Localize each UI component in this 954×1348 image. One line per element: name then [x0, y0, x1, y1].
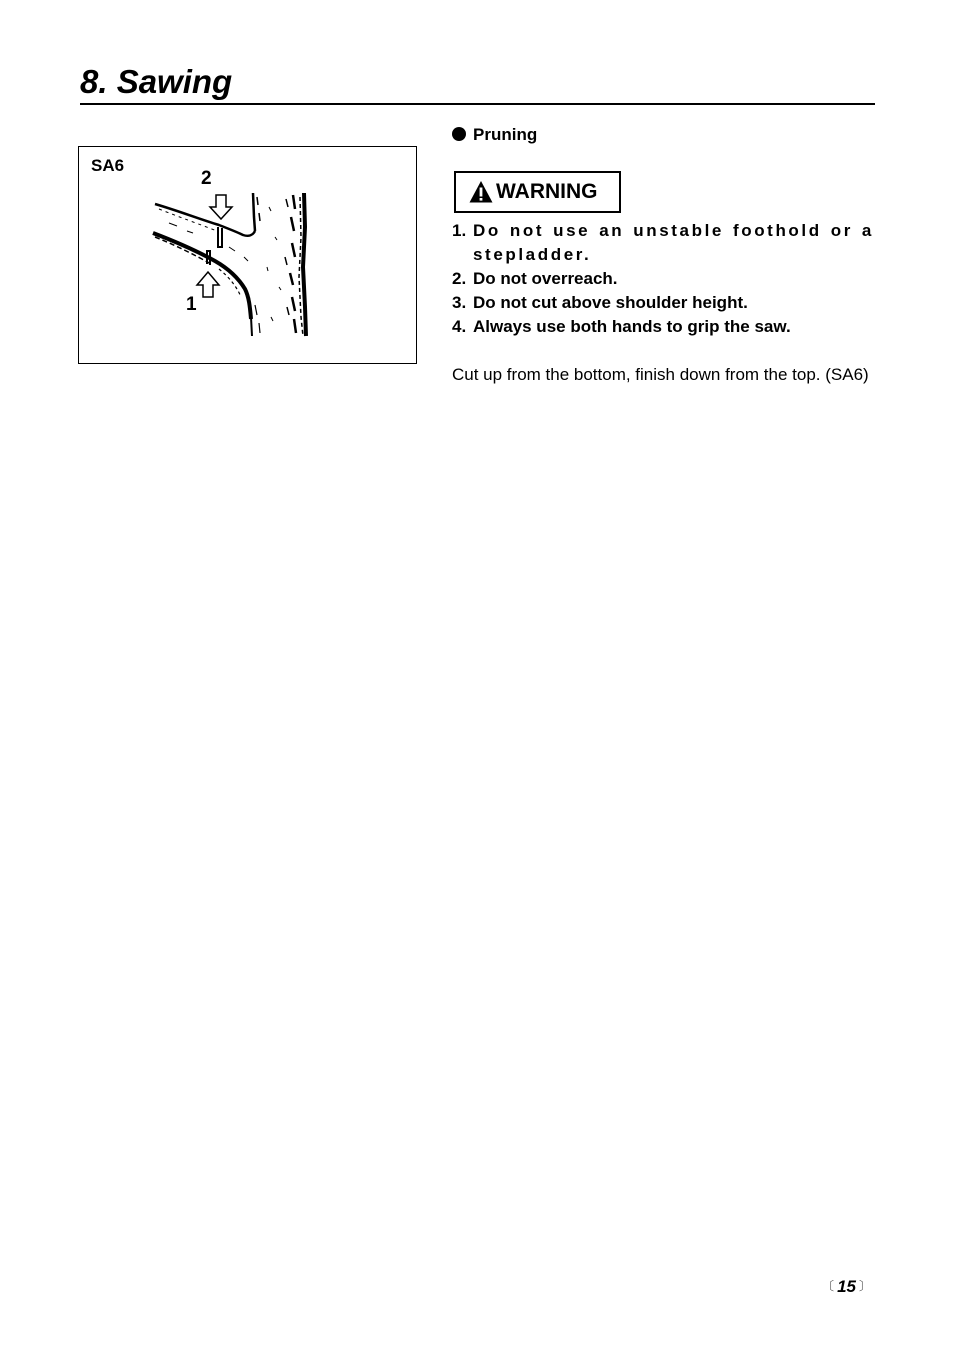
section-heading-label: Pruning — [473, 125, 538, 144]
warning-item-number: 3. — [452, 293, 467, 312]
warning-item-text: Do not cut above shoulder height. — [473, 293, 748, 312]
warning-item-text: Do not use an unstable foothold or a stepladder. — [473, 221, 874, 264]
pruning-illustration — [79, 147, 418, 365]
page-number — [819, 1277, 874, 1297]
page-number-bracket-right: 〕 — [858, 1279, 871, 1293]
warning-label: WARNING — [496, 180, 598, 203]
callout-1: 1 — [186, 294, 197, 315]
filled-circle-bullet-icon — [452, 127, 466, 141]
body-paragraph: Cut up from the bottom, finish down from the top. (SA6) — [452, 365, 869, 384]
title-rule — [80, 103, 875, 105]
warning-item-number: 2. — [452, 269, 467, 288]
warning-triangle-icon — [469, 180, 493, 204]
warning-list — [452, 219, 874, 339]
warning-box — [454, 171, 621, 213]
page-number-bracket-left: 〔 — [822, 1279, 835, 1293]
arrow-down-icon — [210, 195, 232, 219]
warning-item — [452, 315, 874, 339]
figure-label: SA6 — [91, 156, 125, 175]
warning-item-number: 1. — [452, 221, 467, 240]
page-title: 8. Sawing — [80, 63, 233, 100]
page-number-value: 15 — [837, 1277, 856, 1296]
branch — [153, 204, 255, 319]
warning-item — [452, 219, 874, 267]
warning-item — [452, 267, 874, 291]
warning-item — [452, 291, 874, 315]
warning-item-text: Do not overreach. — [473, 269, 618, 288]
arrow-up-icon — [197, 272, 219, 297]
warning-item-number: 4. — [452, 317, 467, 336]
figure-sa6 — [78, 146, 417, 364]
callout-2: 2 — [201, 168, 212, 189]
warning-item-text: Always use both hands to grip the saw. — [473, 317, 791, 336]
tree-trunk — [249, 193, 306, 336]
section-heading — [452, 124, 537, 146]
